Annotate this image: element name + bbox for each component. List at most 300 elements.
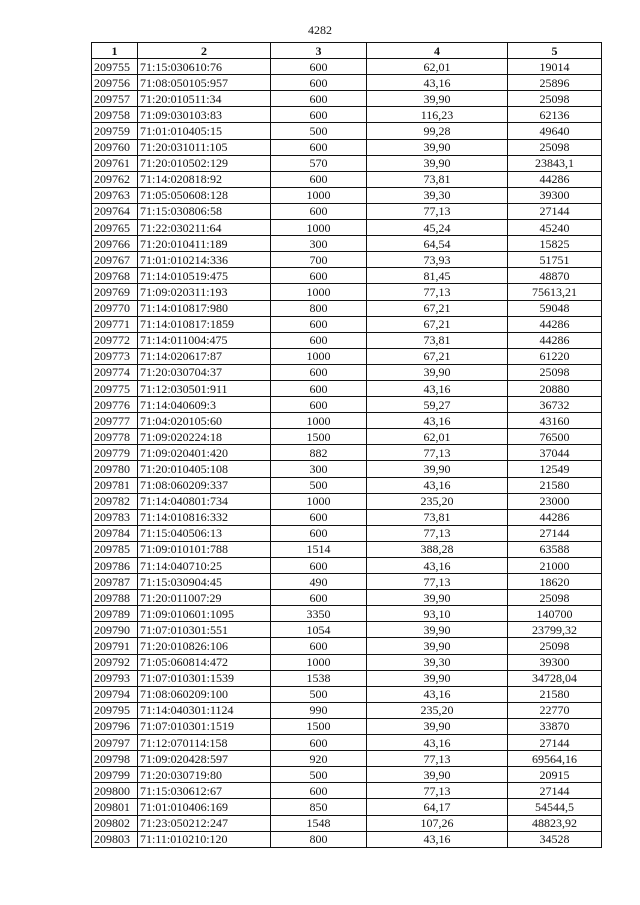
value-cell: 25896	[508, 75, 602, 91]
cadastral-number-cell: 71:14:010817:980	[138, 300, 271, 316]
record-number-cell: 209786	[92, 558, 138, 574]
value-cell: 39300	[508, 187, 602, 203]
rate-cell: 81,45	[367, 268, 508, 284]
area-cell: 1000	[271, 284, 367, 300]
table-row	[92, 461, 602, 477]
value-cell: 59048	[508, 300, 602, 316]
rate-cell: 39,30	[367, 187, 508, 203]
rate-cell: 77,13	[367, 525, 508, 541]
record-number-cell: 209760	[92, 139, 138, 155]
table-row	[92, 574, 602, 590]
rate-cell: 43,16	[367, 735, 508, 751]
cadastral-number-cell: 71:01:010405:15	[138, 123, 271, 139]
cadastral-number-cell: 71:14:020818:92	[138, 171, 271, 187]
table-row	[92, 413, 602, 429]
rate-cell: 39,90	[367, 155, 508, 171]
table-row	[92, 783, 602, 799]
rate-cell: 43,16	[367, 380, 508, 396]
value-cell: 25098	[508, 590, 602, 606]
record-number-cell: 209767	[92, 252, 138, 268]
cadastral-number-cell: 71:15:030904:45	[138, 574, 271, 590]
table-header	[92, 43, 602, 59]
rate-cell: 99,28	[367, 123, 508, 139]
rate-cell: 43,16	[367, 477, 508, 493]
rate-cell: 43,16	[367, 686, 508, 702]
column-header-5: 5	[508, 43, 602, 59]
record-number-cell: 209800	[92, 783, 138, 799]
cadastral-number-cell: 71:15:030806:58	[138, 203, 271, 219]
cadastral-number-cell: 71:22:030211:64	[138, 220, 271, 236]
record-number-cell: 209801	[92, 799, 138, 815]
cadastral-number-cell: 71:23:050212:247	[138, 815, 271, 831]
record-number-cell: 209797	[92, 735, 138, 751]
area-cell: 500	[271, 686, 367, 702]
record-number-cell: 209776	[92, 397, 138, 413]
table-row	[92, 541, 602, 557]
table-row	[92, 364, 602, 380]
rate-cell: 77,13	[367, 751, 508, 767]
column-header-4: 4	[367, 43, 508, 59]
area-cell: 850	[271, 799, 367, 815]
table-row	[92, 284, 602, 300]
value-cell: 44286	[508, 316, 602, 332]
area-cell: 600	[271, 332, 367, 348]
value-cell: 27144	[508, 203, 602, 219]
cadastral-number-cell: 71:11:010210:120	[138, 831, 271, 847]
cadastral-number-cell: 71:20:010502:129	[138, 155, 271, 171]
table-row	[92, 622, 602, 638]
value-cell: 21580	[508, 477, 602, 493]
rate-cell: 77,13	[367, 574, 508, 590]
record-number-cell: 209780	[92, 461, 138, 477]
record-number-cell: 209777	[92, 413, 138, 429]
cadastral-number-cell: 71:12:030501:911	[138, 380, 271, 396]
rate-cell: 93,10	[367, 606, 508, 622]
cadastral-number-cell: 71:14:010519:475	[138, 268, 271, 284]
value-cell: 21580	[508, 686, 602, 702]
cadastral-number-cell: 71:14:010816:332	[138, 509, 271, 525]
value-cell: 23799,32	[508, 622, 602, 638]
table-row	[92, 670, 602, 686]
rate-cell: 43,16	[367, 75, 508, 91]
value-cell: 25098	[508, 638, 602, 654]
rate-cell: 73,81	[367, 509, 508, 525]
rate-cell: 388,28	[367, 541, 508, 557]
value-cell: 22770	[508, 702, 602, 718]
table-row	[92, 59, 602, 75]
table-row	[92, 236, 602, 252]
table-row	[92, 718, 602, 734]
cadastral-number-cell: 71:20:011007:29	[138, 590, 271, 606]
area-cell: 600	[271, 638, 367, 654]
registry-table	[91, 42, 602, 848]
record-number-cell: 209756	[92, 75, 138, 91]
cadastral-number-cell: 71:08:060209:100	[138, 686, 271, 702]
record-number-cell: 209762	[92, 171, 138, 187]
rate-cell: 107,26	[367, 815, 508, 831]
area-cell: 490	[271, 574, 367, 590]
record-number-cell: 209784	[92, 525, 138, 541]
rate-cell: 73,81	[367, 332, 508, 348]
value-cell: 48823,92	[508, 815, 602, 831]
record-number-cell: 209795	[92, 702, 138, 718]
area-cell: 700	[271, 252, 367, 268]
area-cell: 600	[271, 380, 367, 396]
table-row	[92, 735, 602, 751]
value-cell: 140700	[508, 606, 602, 622]
rate-cell: 67,21	[367, 348, 508, 364]
cadastral-number-cell: 71:09:020311:193	[138, 284, 271, 300]
value-cell: 25098	[508, 91, 602, 107]
area-cell: 600	[271, 91, 367, 107]
cadastral-number-cell: 71:14:040301:1124	[138, 702, 271, 718]
table-row	[92, 558, 602, 574]
area-cell: 1000	[271, 413, 367, 429]
area-cell: 1000	[271, 187, 367, 203]
record-number-cell: 209779	[92, 445, 138, 461]
table-row	[92, 75, 602, 91]
area-cell: 300	[271, 236, 367, 252]
rate-cell: 39,90	[367, 767, 508, 783]
table-row	[92, 509, 602, 525]
rate-cell: 39,90	[367, 718, 508, 734]
area-cell: 1500	[271, 718, 367, 734]
record-number-cell: 209757	[92, 91, 138, 107]
table-row	[92, 429, 602, 445]
area-cell: 500	[271, 123, 367, 139]
record-number-cell: 209803	[92, 831, 138, 847]
cadastral-number-cell: 71:01:010214:336	[138, 252, 271, 268]
rate-cell: 43,16	[367, 558, 508, 574]
rate-cell: 45,24	[367, 220, 508, 236]
rate-cell: 73,81	[367, 171, 508, 187]
table-row	[92, 348, 602, 364]
value-cell: 19014	[508, 59, 602, 75]
value-cell: 34728,04	[508, 670, 602, 686]
value-cell: 25098	[508, 364, 602, 380]
area-cell: 570	[271, 155, 367, 171]
value-cell: 39300	[508, 654, 602, 670]
value-cell: 33870	[508, 718, 602, 734]
cadastral-number-cell: 71:08:060209:337	[138, 477, 271, 493]
table-row	[92, 107, 602, 123]
table-row	[92, 767, 602, 783]
record-number-cell: 209792	[92, 654, 138, 670]
table-row	[92, 332, 602, 348]
table-row	[92, 139, 602, 155]
rate-cell: 39,90	[367, 590, 508, 606]
area-cell: 600	[271, 75, 367, 91]
table-row	[92, 171, 602, 187]
area-cell: 800	[271, 300, 367, 316]
record-number-cell: 209796	[92, 718, 138, 734]
value-cell: 15825	[508, 236, 602, 252]
cadastral-number-cell: 71:05:050608:128	[138, 187, 271, 203]
value-cell: 21000	[508, 558, 602, 574]
cadastral-number-cell: 71:14:011004:475	[138, 332, 271, 348]
record-number-cell: 209771	[92, 316, 138, 332]
value-cell: 54544,5	[508, 799, 602, 815]
cadastral-number-cell: 71:20:030704:37	[138, 364, 271, 380]
rate-cell: 64,17	[367, 799, 508, 815]
value-cell: 62136	[508, 107, 602, 123]
cadastral-number-cell: 71:09:020401:420	[138, 445, 271, 461]
rate-cell: 39,90	[367, 670, 508, 686]
area-cell: 600	[271, 59, 367, 75]
record-number-cell: 209774	[92, 364, 138, 380]
record-number-cell: 209768	[92, 268, 138, 284]
record-number-cell: 209764	[92, 203, 138, 219]
record-number-cell: 209759	[92, 123, 138, 139]
value-cell: 76500	[508, 429, 602, 445]
table-row	[92, 686, 602, 702]
cadastral-number-cell: 71:15:030612:67	[138, 783, 271, 799]
rate-cell: 62,01	[367, 59, 508, 75]
value-cell: 23843,1	[508, 155, 602, 171]
rate-cell: 77,13	[367, 445, 508, 461]
table-row	[92, 638, 602, 654]
rate-cell: 77,13	[367, 783, 508, 799]
cadastral-number-cell: 71:05:060814:472	[138, 654, 271, 670]
area-cell: 3350	[271, 606, 367, 622]
table-row	[92, 187, 602, 203]
column-header-3: 3	[271, 43, 367, 59]
record-number-cell: 209802	[92, 815, 138, 831]
record-number-cell: 209782	[92, 493, 138, 509]
area-cell: 600	[271, 268, 367, 284]
rate-cell: 73,93	[367, 252, 508, 268]
table-row	[92, 493, 602, 509]
record-number-cell: 209763	[92, 187, 138, 203]
value-cell: 44286	[508, 171, 602, 187]
cadastral-number-cell: 71:14:040710:25	[138, 558, 271, 574]
table-row	[92, 220, 602, 236]
cadastral-number-cell: 71:07:010301:551	[138, 622, 271, 638]
value-cell: 27144	[508, 735, 602, 751]
record-number-cell: 209788	[92, 590, 138, 606]
cadastral-number-cell: 71:07:010301:1519	[138, 718, 271, 734]
value-cell: 49640	[508, 123, 602, 139]
area-cell: 1000	[271, 220, 367, 236]
cadastral-number-cell: 71:08:050105:957	[138, 75, 271, 91]
record-number-cell: 209765	[92, 220, 138, 236]
value-cell: 27144	[508, 525, 602, 541]
column-header-2: 2	[138, 43, 271, 59]
cadastral-number-cell: 71:09:020428:597	[138, 751, 271, 767]
area-cell: 1054	[271, 622, 367, 638]
table-row	[92, 654, 602, 670]
value-cell: 48870	[508, 268, 602, 284]
value-cell: 20880	[508, 380, 602, 396]
value-cell: 23000	[508, 493, 602, 509]
rate-cell: 43,16	[367, 831, 508, 847]
record-number-cell: 209781	[92, 477, 138, 493]
cadastral-number-cell: 71:04:020105:60	[138, 413, 271, 429]
cadastral-number-cell: 71:09:010101:788	[138, 541, 271, 557]
value-cell: 63588	[508, 541, 602, 557]
column-header-1: 1	[92, 43, 138, 59]
cadastral-number-cell: 71:15:030610:76	[138, 59, 271, 75]
value-cell: 20915	[508, 767, 602, 783]
rate-cell: 39,90	[367, 364, 508, 380]
record-number-cell: 209791	[92, 638, 138, 654]
rate-cell: 77,13	[367, 203, 508, 219]
cadastral-number-cell: 71:07:010301:1539	[138, 670, 271, 686]
table-row	[92, 203, 602, 219]
table-row	[92, 477, 602, 493]
table-row	[92, 799, 602, 815]
cadastral-number-cell: 71:14:010817:1859	[138, 316, 271, 332]
value-cell: 36732	[508, 397, 602, 413]
area-cell: 600	[271, 397, 367, 413]
rate-cell: 77,13	[367, 284, 508, 300]
area-cell: 600	[271, 171, 367, 187]
header-row	[92, 43, 602, 59]
rate-cell: 39,90	[367, 91, 508, 107]
value-cell: 61220	[508, 348, 602, 364]
value-cell: 37044	[508, 445, 602, 461]
area-cell: 600	[271, 525, 367, 541]
record-number-cell: 209794	[92, 686, 138, 702]
area-cell: 500	[271, 477, 367, 493]
area-cell: 500	[271, 767, 367, 783]
table-row	[92, 252, 602, 268]
table-row	[92, 445, 602, 461]
table-row	[92, 91, 602, 107]
table-row	[92, 300, 602, 316]
area-cell: 1000	[271, 348, 367, 364]
area-cell: 1538	[271, 670, 367, 686]
rate-cell: 39,30	[367, 654, 508, 670]
rate-cell: 39,90	[367, 622, 508, 638]
value-cell: 18620	[508, 574, 602, 590]
area-cell: 1000	[271, 493, 367, 509]
value-cell: 44286	[508, 509, 602, 525]
value-cell: 34528	[508, 831, 602, 847]
area-cell: 600	[271, 364, 367, 380]
table-row	[92, 155, 602, 171]
area-cell: 600	[271, 203, 367, 219]
rate-cell: 67,21	[367, 316, 508, 332]
cadastral-number-cell: 71:09:030103:83	[138, 107, 271, 123]
table-row	[92, 831, 602, 847]
table-row	[92, 590, 602, 606]
area-cell: 600	[271, 590, 367, 606]
record-number-cell: 209773	[92, 348, 138, 364]
cadastral-number-cell: 71:09:020224:18	[138, 429, 271, 445]
record-number-cell: 209770	[92, 300, 138, 316]
area-cell: 300	[271, 461, 367, 477]
cadastral-number-cell: 71:20:031011:105	[138, 139, 271, 155]
value-cell: 45240	[508, 220, 602, 236]
value-cell: 69564,16	[508, 751, 602, 767]
record-number-cell: 209783	[92, 509, 138, 525]
record-number-cell: 209798	[92, 751, 138, 767]
table-row	[92, 316, 602, 332]
value-cell: 27144	[508, 783, 602, 799]
record-number-cell: 209772	[92, 332, 138, 348]
record-number-cell: 209793	[92, 670, 138, 686]
record-number-cell: 209761	[92, 155, 138, 171]
cadastral-number-cell: 71:20:010511:34	[138, 91, 271, 107]
cadastral-number-cell: 71:20:030719:80	[138, 767, 271, 783]
area-cell: 600	[271, 735, 367, 751]
rate-cell: 43,16	[367, 413, 508, 429]
cadastral-number-cell: 71:20:010405:108	[138, 461, 271, 477]
table-row	[92, 815, 602, 831]
value-cell: 25098	[508, 139, 602, 155]
rate-cell: 64,54	[367, 236, 508, 252]
record-number-cell: 209785	[92, 541, 138, 557]
cadastral-number-cell: 71:01:010406:169	[138, 799, 271, 815]
value-cell: 12549	[508, 461, 602, 477]
table-row	[92, 702, 602, 718]
value-cell: 43160	[508, 413, 602, 429]
area-cell: 600	[271, 107, 367, 123]
rate-cell: 59,27	[367, 397, 508, 413]
value-cell: 51751	[508, 252, 602, 268]
cadastral-number-cell: 71:14:040801:734	[138, 493, 271, 509]
record-number-cell: 209766	[92, 236, 138, 252]
area-cell: 600	[271, 509, 367, 525]
record-number-cell: 209775	[92, 380, 138, 396]
record-number-cell: 209758	[92, 107, 138, 123]
table-body	[92, 59, 602, 848]
rate-cell: 67,21	[367, 300, 508, 316]
area-cell: 990	[271, 702, 367, 718]
cadastral-number-cell: 71:09:010601:1095	[138, 606, 271, 622]
value-cell: 75613,21	[508, 284, 602, 300]
rate-cell: 39,90	[367, 139, 508, 155]
record-number-cell: 209778	[92, 429, 138, 445]
area-cell: 800	[271, 831, 367, 847]
area-cell: 600	[271, 558, 367, 574]
cadastral-number-cell: 71:20:010411:189	[138, 236, 271, 252]
cadastral-number-cell: 71:14:040609:3	[138, 397, 271, 413]
table-row	[92, 268, 602, 284]
area-cell: 1514	[271, 541, 367, 557]
value-cell: 44286	[508, 332, 602, 348]
area-cell: 1548	[271, 815, 367, 831]
cadastral-number-cell: 71:12:070114:158	[138, 735, 271, 751]
table-row	[92, 397, 602, 413]
area-cell: 600	[271, 316, 367, 332]
record-number-cell: 209787	[92, 574, 138, 590]
cadastral-number-cell: 71:20:010826:106	[138, 638, 271, 654]
rate-cell: 116,23	[367, 107, 508, 123]
area-cell: 920	[271, 751, 367, 767]
record-number-cell: 209790	[92, 622, 138, 638]
cadastral-number-cell: 71:14:020617:87	[138, 348, 271, 364]
record-number-cell: 209799	[92, 767, 138, 783]
cadastral-number-cell: 71:15:040506:13	[138, 525, 271, 541]
rate-cell: 39,90	[367, 638, 508, 654]
rate-cell: 39,90	[367, 461, 508, 477]
record-number-cell: 209755	[92, 59, 138, 75]
area-cell: 600	[271, 139, 367, 155]
table-row	[92, 123, 602, 139]
rate-cell: 235,20	[367, 493, 508, 509]
record-number-cell: 209769	[92, 284, 138, 300]
page-number: 4282	[308, 23, 332, 37]
table-row	[92, 751, 602, 767]
rate-cell: 235,20	[367, 702, 508, 718]
table-row	[92, 525, 602, 541]
table-row	[92, 380, 602, 396]
record-number-cell: 209789	[92, 606, 138, 622]
table-row	[92, 606, 602, 622]
area-cell: 1500	[271, 429, 367, 445]
